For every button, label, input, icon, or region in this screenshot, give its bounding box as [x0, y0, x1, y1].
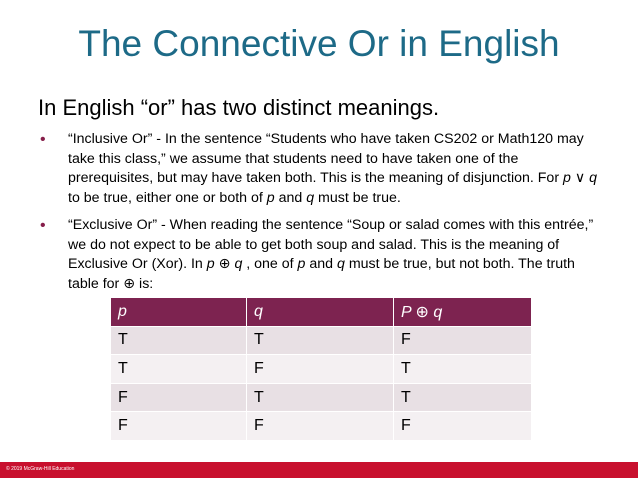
table-cell: F [111, 383, 247, 412]
table-cell: T [394, 383, 532, 412]
bullet-text: must be true. [314, 190, 401, 207]
table-cell: F [394, 412, 532, 441]
bullet-inclusive-or [38, 130, 598, 209]
table-row [111, 412, 532, 441]
operator-xor: ⊕ [214, 256, 235, 273]
table-cell: F [247, 355, 394, 384]
header-cell-p: p [111, 298, 247, 327]
truth-table [110, 297, 532, 441]
bullet-text: “Inclusive Or” - In the sentence “Students who have taken CS202 or Math120 may take this class,” we assume that students need to have taken one of the prerequisites, but may have taken both. This is the meaning of disjunction. For [68, 131, 584, 187]
table-cell: T [394, 355, 532, 384]
var-q: q [337, 256, 345, 273]
table-row [111, 355, 532, 384]
bullet-text: to be true, either one or both of [68, 190, 267, 207]
table-row [111, 326, 532, 355]
table-cell: F [111, 412, 247, 441]
header-cell-p-xor-q: P ⊕ q [394, 298, 532, 327]
var-p: p [563, 170, 571, 187]
copyright-text: © 2019 McGraw-Hill Education [6, 466, 75, 472]
table-header-row [111, 298, 532, 327]
table-cell: T [247, 383, 394, 412]
operator-or: ∨ [570, 170, 590, 187]
operator-xor: ⊕ [123, 275, 136, 292]
lead-text: In English “or” has two distinct meanings. [38, 95, 440, 120]
footer-bar [0, 462, 638, 478]
bullet-dot-icon: • [40, 131, 46, 148]
var-q: q [306, 190, 315, 207]
table-cell: T [111, 355, 247, 384]
var-p: p [206, 256, 215, 273]
bullet-text: must be true, but not both. The truth table for [68, 256, 575, 292]
bullet-exclusive-or [38, 216, 598, 295]
bullet-text: , one of [242, 256, 298, 273]
bullet-text: and [305, 256, 337, 273]
table-row [111, 383, 532, 412]
bullet-text: is: [135, 275, 154, 292]
header-cell-q: q [247, 298, 394, 327]
bullet-text: and [274, 190, 307, 207]
var-q: q [234, 256, 243, 273]
table-cell: F [247, 412, 394, 441]
var-p: p [266, 190, 275, 207]
bullet-text: “Exclusive Or” - When reading the sentence “Soup or salad comes with this entrée,” we do not expect to be able to get both soup and salad. This is the meaning of Exclusive Or (Xor). In [68, 216, 594, 273]
bullet-list [38, 130, 598, 295]
table-cell: T [111, 326, 247, 355]
table-cell: F [394, 326, 532, 355]
var-p: p [297, 256, 306, 273]
table-cell: T [247, 326, 394, 355]
slide-title: The Connective Or in English [78, 23, 560, 64]
bullet-dot-icon: • [40, 216, 46, 234]
var-q: q [589, 170, 598, 187]
